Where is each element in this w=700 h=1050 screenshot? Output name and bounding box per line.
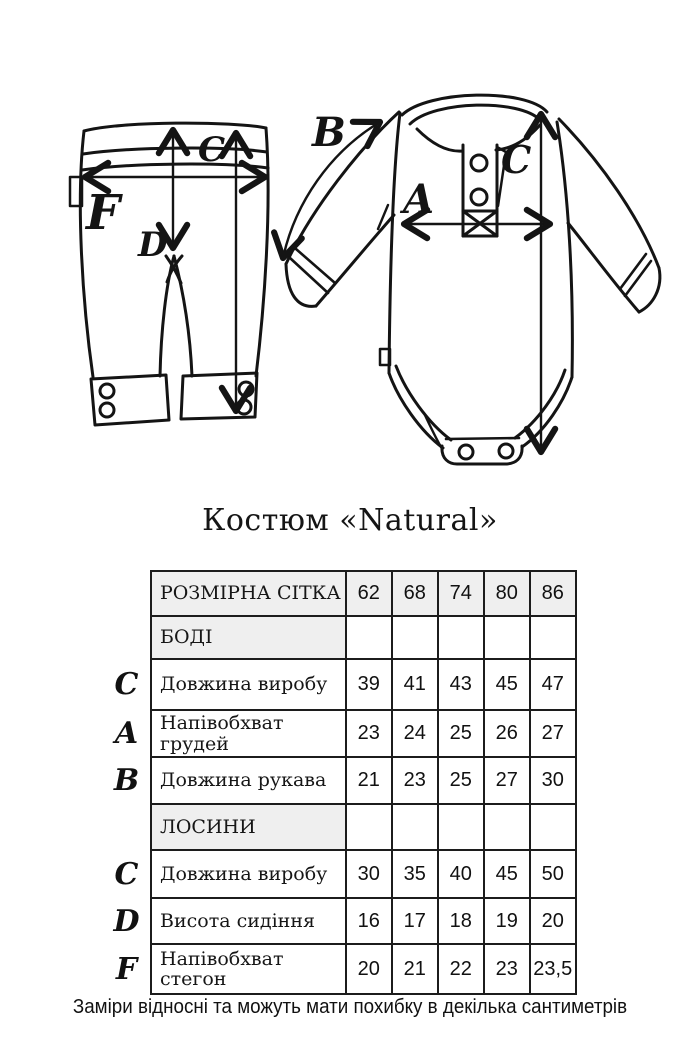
size-cell: 45 [484, 850, 530, 898]
placket-button [471, 155, 487, 171]
right-sleeve-outer [559, 119, 659, 268]
size-cell: 35 [392, 850, 438, 898]
bodysuit-label-c: C [501, 137, 532, 182]
size-cell: 21 [392, 944, 438, 994]
pants-cuff-button [237, 400, 251, 414]
pants-cuff-button [239, 382, 253, 396]
size-cell: 23 [392, 757, 438, 804]
pants-label-d: D [138, 225, 168, 265]
size-cell: 30 [530, 757, 576, 804]
row-letter: A [114, 716, 139, 752]
size-column-header: 62 [346, 571, 392, 616]
table-header-row [103, 571, 576, 616]
row-letter: C [114, 667, 139, 702]
empty-cell [438, 804, 484, 850]
size-column-header: 74 [438, 571, 484, 616]
garment-drawings [0, 0, 700, 480]
row-letter [103, 616, 151, 659]
crotch-flap-top [446, 438, 519, 439]
empty-cell [484, 804, 530, 850]
row-label: Довжина виробу [151, 850, 346, 898]
table-row [103, 710, 576, 757]
table-row [103, 659, 576, 710]
bodysuit-collar-inner [410, 105, 540, 124]
size-cell: 24 [392, 710, 438, 757]
pants-left-inner-leg [160, 256, 174, 376]
pants-drawing [70, 123, 268, 425]
bodysuit-left-edge [389, 113, 400, 373]
row-letter [103, 571, 151, 616]
table-row [103, 944, 576, 994]
size-cell: 22 [438, 944, 484, 994]
section-label: БОДІ [151, 616, 346, 659]
size-cell: 27 [530, 710, 576, 757]
size-table-block [103, 570, 577, 995]
pants-cuff-button [100, 403, 114, 417]
row-label: Напівобхват стегон [151, 944, 346, 994]
size-cell: 25 [438, 710, 484, 757]
size-table [103, 570, 577, 995]
empty-cell [346, 804, 392, 850]
pants-waistband-line1 [83, 148, 267, 154]
row-label: Висота сидіння [151, 898, 346, 944]
row-label: Напівобхват грудей [151, 710, 346, 757]
size-cell: 26 [484, 710, 530, 757]
pants-waistband-line2 [82, 164, 268, 170]
row-label: Довжина виробу [151, 659, 346, 710]
empty-cell [392, 616, 438, 659]
pants-label-f: F [86, 185, 121, 241]
disclaimer-note: Заміри відносні та можуть мати похибку в декілька сантиметрів [72, 996, 628, 1018]
size-cell: 27 [484, 757, 530, 804]
size-column-header: 80 [484, 571, 530, 616]
table-row [103, 898, 576, 944]
snap-button [459, 445, 473, 459]
size-cell: 25 [438, 757, 484, 804]
size-cell: 30 [346, 850, 392, 898]
section-label: ЛОСИНИ [151, 804, 346, 850]
size-cell: 20 [530, 898, 576, 944]
table-section-row-bodysuit [103, 616, 576, 659]
size-cell: 16 [346, 898, 392, 944]
snap-button [499, 444, 513, 458]
bodysuit-label-b: B [312, 109, 346, 156]
size-cell: 23 [346, 710, 392, 757]
placket-button [471, 189, 487, 205]
size-column-header: 68 [392, 571, 438, 616]
size-column-header: 86 [530, 571, 576, 616]
size-cell: 45 [484, 659, 530, 710]
empty-cell [530, 616, 576, 659]
size-cell: 39 [346, 659, 392, 710]
left-sleeve-cuff [290, 249, 335, 293]
bodysuit-label-a: A [403, 176, 435, 223]
size-cell: 41 [392, 659, 438, 710]
empty-cell [346, 616, 392, 659]
row-letter [103, 804, 151, 850]
pants-label-c: C [198, 130, 226, 170]
row-letter: B [113, 763, 140, 799]
right-sleeve-cuff [620, 254, 651, 296]
size-cell: 23,5 [530, 944, 576, 994]
pants-cuff-button [100, 384, 114, 398]
right-leg-band-outer [522, 377, 572, 447]
size-cell: 18 [438, 898, 484, 944]
size-cell: 20 [346, 944, 392, 994]
table-section-row-leggings [103, 804, 576, 850]
right-sleeve-inner [568, 223, 639, 312]
row-letter: D [113, 903, 140, 939]
empty-cell [530, 804, 576, 850]
page-title: Костюм «Natural» [202, 503, 498, 538]
size-cell: 19 [484, 898, 530, 944]
row-letter: C [114, 856, 139, 892]
size-grid-header: РОЗМІРНА СІТКА [151, 571, 346, 616]
table-row [103, 757, 576, 804]
left-sleeve-tip [286, 264, 316, 306]
bodysuit-right-edge [557, 122, 572, 377]
table-row [103, 850, 576, 898]
size-cell: 23 [484, 944, 530, 994]
empty-cell [392, 804, 438, 850]
size-cell: 43 [438, 659, 484, 710]
size-cell: 50 [530, 850, 576, 898]
size-cell: 21 [346, 757, 392, 804]
size-cell: 40 [438, 850, 484, 898]
empty-cell [438, 616, 484, 659]
row-letter: F [115, 951, 138, 987]
row-label: Довжина рукава [151, 757, 346, 804]
empty-cell [484, 616, 530, 659]
pants-left-cuff [91, 375, 169, 425]
pants-waist-top [84, 123, 266, 131]
size-cell: 47 [530, 659, 576, 710]
size-cell: 17 [392, 898, 438, 944]
pants-right-edge [256, 128, 268, 376]
